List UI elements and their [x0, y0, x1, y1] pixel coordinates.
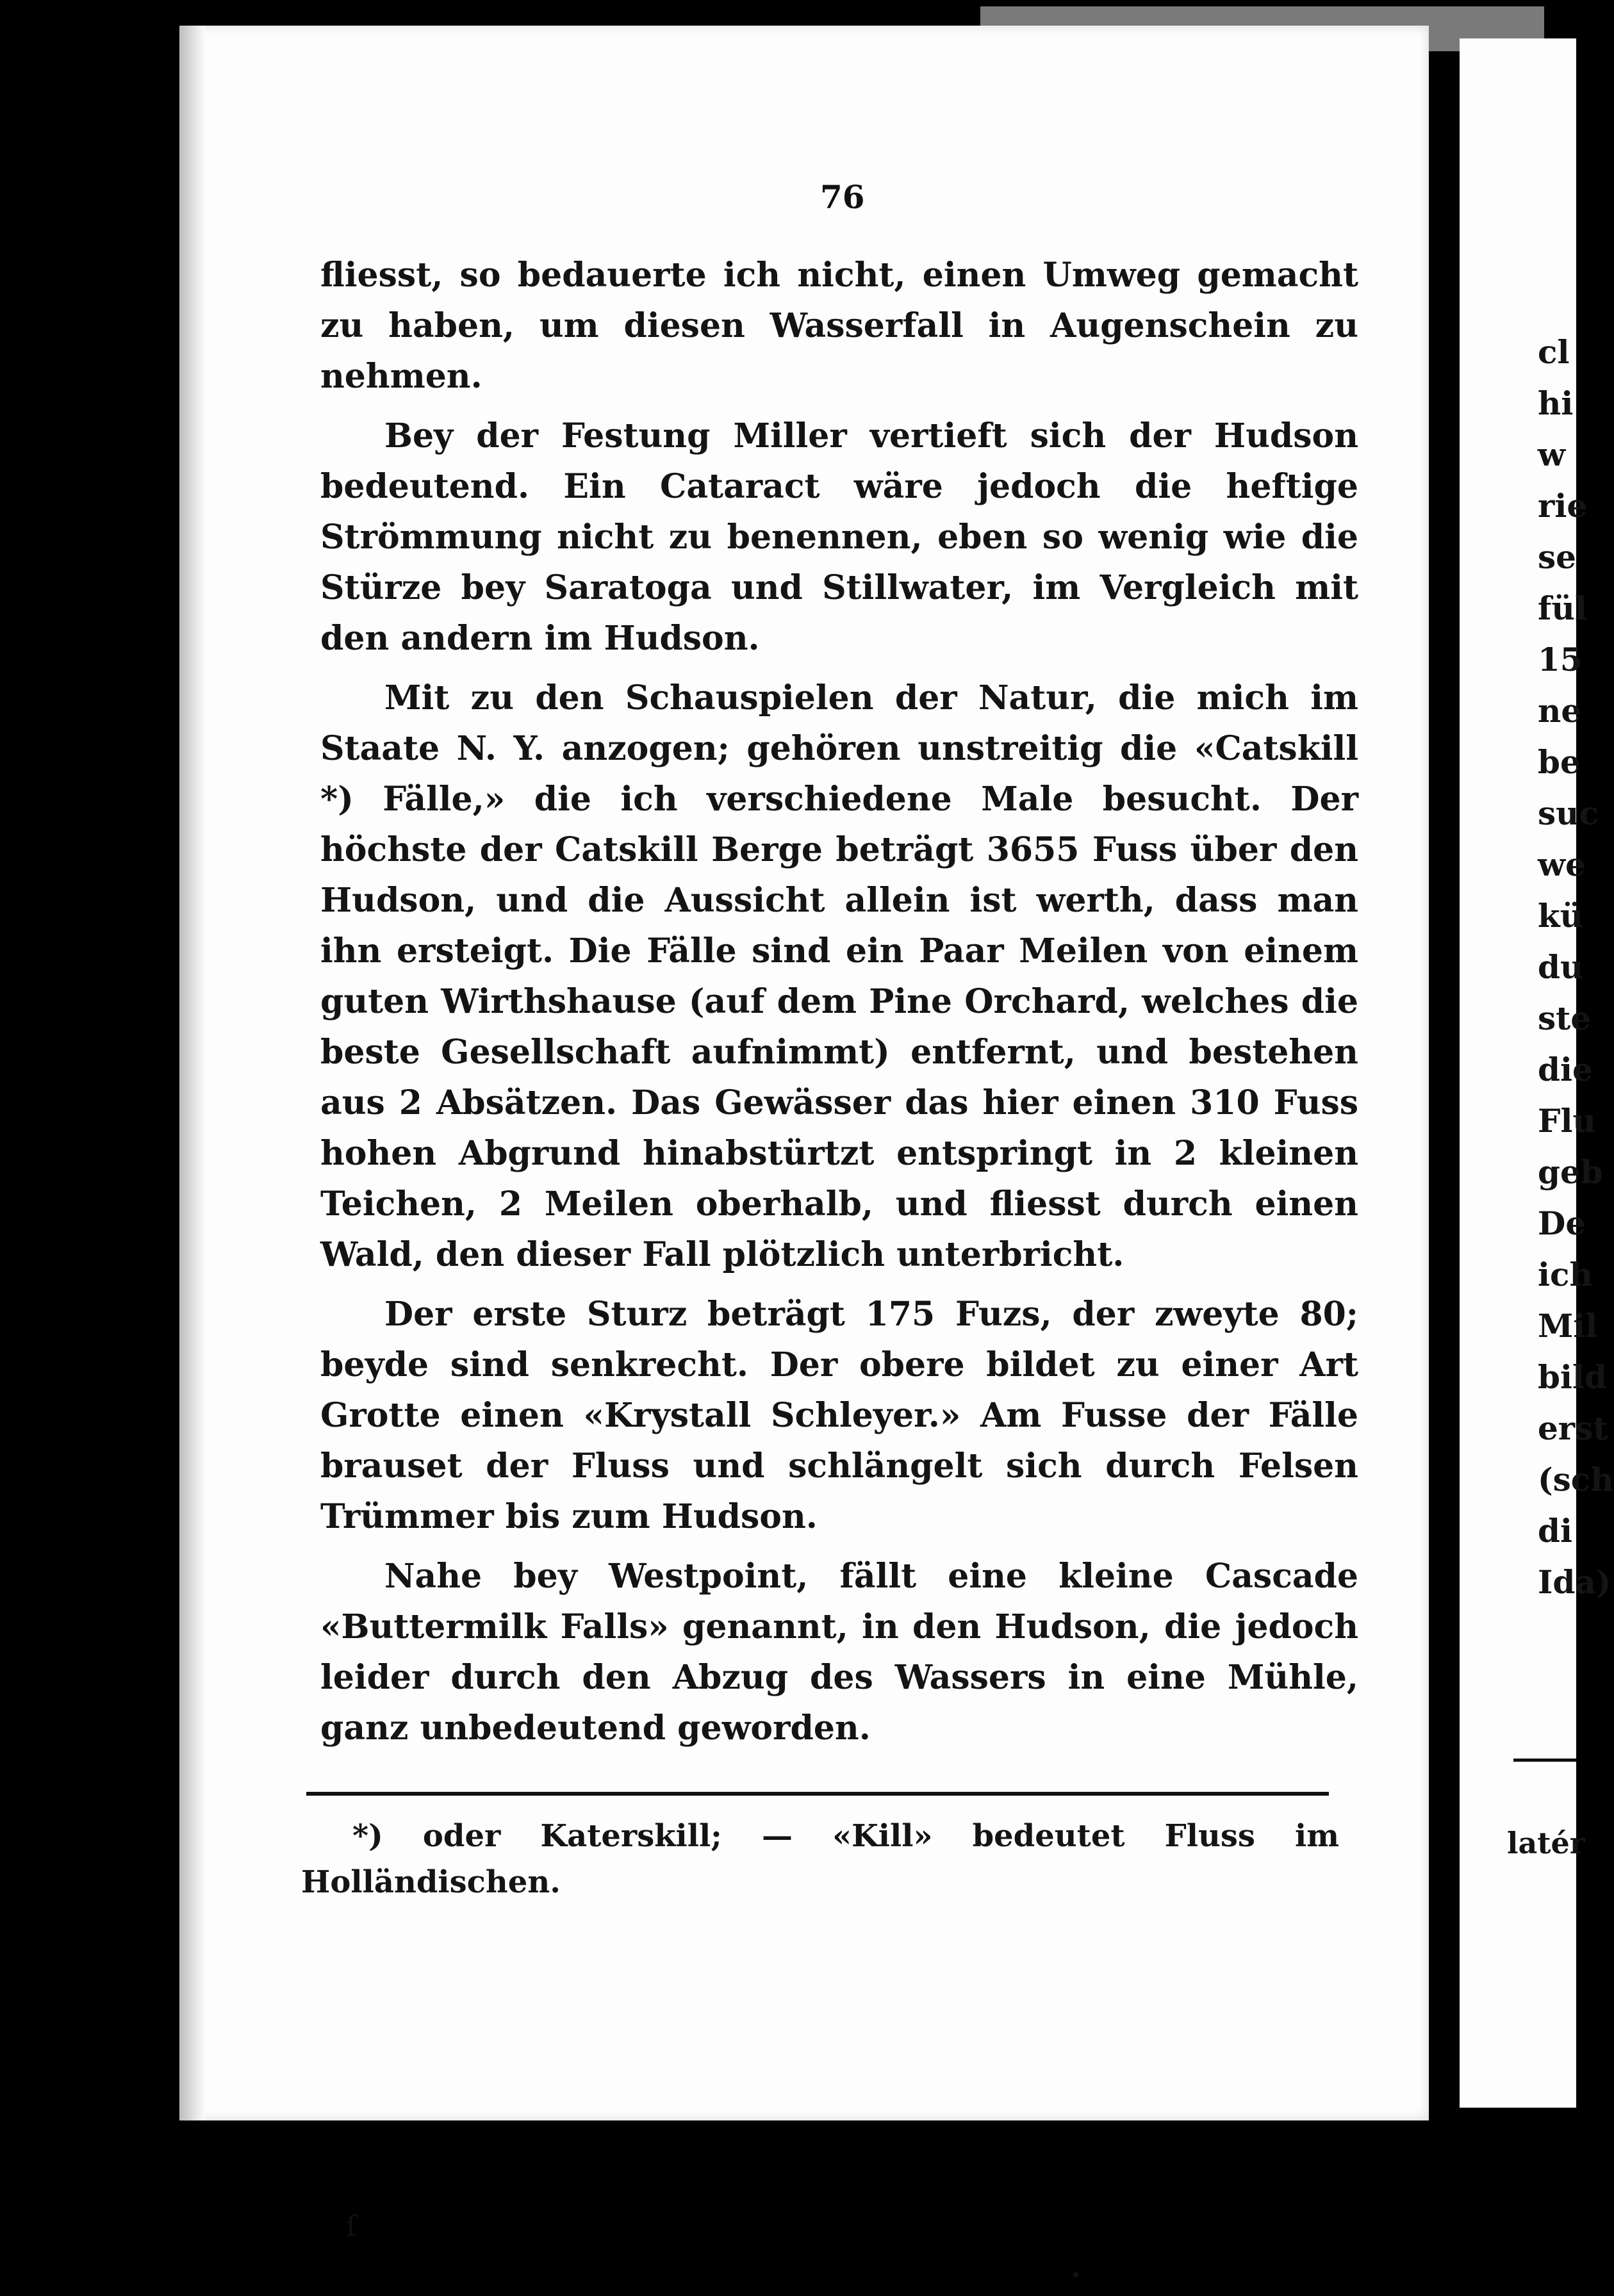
right-page-fragment: cl: [1538, 333, 1570, 371]
right-page-fragment: suc: [1538, 794, 1599, 832]
page-edge-shadow: [179, 26, 205, 2120]
right-page-fragment: Ida): [1538, 1563, 1611, 1601]
right-page-fragment: erst: [1538, 1409, 1608, 1447]
body-text: [320, 250, 1358, 1753]
paragraph-4: Der erste Sturz beträgt 175 Fuzs, der zweyte 80; beyde sind senkrecht. Der obere bildet zu einer Art Grotte einen «Krystall Schleyer.» Am Fusse der Fälle brauset der Fluss und schlängelt sich durch Felsen Trümmer bis zum Hudson.: [320, 1295, 1358, 1536]
right-page-fragment: rie: [1538, 487, 1588, 525]
right-page-fragment: De: [1538, 1204, 1586, 1242]
right-page-fragment: geb: [1538, 1153, 1603, 1191]
right-page-fragment: w: [1538, 436, 1566, 473]
footnote-separator: [306, 1792, 1329, 1796]
right-page-fragment: kü: [1538, 897, 1583, 935]
scan-speck: •: [1070, 2265, 1082, 2287]
right-page-fragment: se: [1538, 538, 1576, 576]
scan-speck: ſ: [346, 2210, 357, 2243]
right-page-fragment: Flu: [1538, 1102, 1596, 1140]
page-number: 76: [820, 178, 865, 216]
paragraph-2: Bey der Festung Miller vertieft sich der Hudson bedeutend. Ein Cataract wäre jedoch die heftige Strömmung nicht zu benennen, eben so wenig wie die Stürze bey Saratoga und Stillwater, im Vergleich mit den andern im Hudson.: [320, 416, 1358, 658]
right-page-fragment: du: [1538, 948, 1584, 986]
right-page-fragment: fül: [1538, 589, 1587, 627]
right-page-fragment: di: [1538, 1512, 1572, 1550]
paragraph-3: Mit zu den Schauspielen der Natur, die mich im Staate N. Y. anzogen; gehören unstreitig die «Catskill *) Fälle,» die ich verschiedene Male besucht. Der höchste der Catskill Berge beträgt 3655 Fuss über den Hudson, und die Aussicht allein ist werth, dass man ihn ersteigt. Die Fälle sind ein Paar Meilen von einem guten Wirthshause (auf dem Pine Orchard, welches die beste Gesellschaft aufnimmt) entfernt, und bestehen aus 2 Absätzen. Das Gewässer das hier einen 310 Fuss hohen Abgrund hinabstürtzt entspringt in 2 kleinen Teichen, 2 Meilen oberhalb, und fliesst durch einen Wald, den dieser Fall plötzlich unterbricht.: [320, 678, 1358, 1274]
right-footnote-separator: [1513, 1759, 1576, 1762]
right-page-fragment: we: [1538, 846, 1586, 883]
right-page-fragment: hi: [1538, 384, 1574, 422]
right-page-fragment: bild: [1538, 1358, 1607, 1396]
right-page-fragment: ste: [1538, 999, 1592, 1037]
right-footnote-fragment: latér: [1507, 1826, 1586, 1860]
right-page-fragment: die: [1538, 1051, 1593, 1088]
right-page-fragment: 15: [1538, 641, 1583, 678]
right-page-fragment: Mil: [1538, 1307, 1598, 1345]
right-page-fragment: (sch: [1538, 1461, 1614, 1498]
right-page-fragment: ne: [1538, 692, 1582, 730]
paragraph-5: Nahe bey Westpoint, fällt eine kleine Cascade «Buttermilk Falls» genannt, in den Hudson, die jedoch leider durch den Abzug des Wassers in eine Mühle, ganz unbedeutend geworden.: [320, 1557, 1358, 1748]
right-page-fragment: ich: [1538, 1256, 1593, 1293]
right-page-fragment: be: [1538, 743, 1581, 781]
right-page-text-fragments: [1538, 327, 1614, 1608]
paragraph-1: fliesst, so bedauerte ich nicht, einen Umweg gemacht zu haben, um diesen Wasserfall in Augenschein zu nehmen.: [320, 256, 1358, 396]
footnote: *) oder Katerskill; — «Kill» bedeutet Fluss im Holländischen.: [301, 1818, 1339, 1900]
